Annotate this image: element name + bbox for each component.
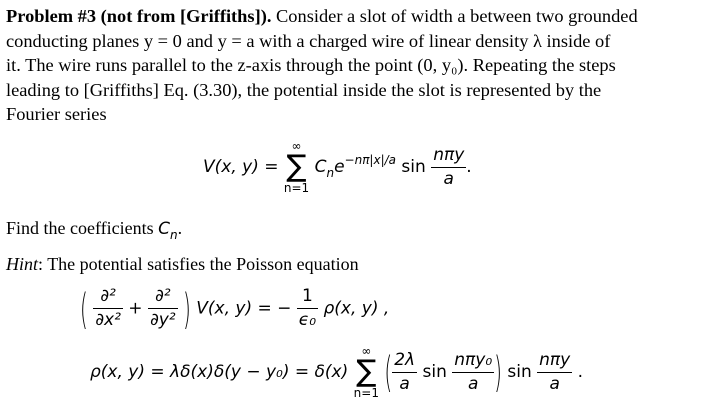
eq1-sum-symbol: ∑ bbox=[286, 149, 307, 184]
eq3-sum-lower: n=1 bbox=[353, 386, 379, 400]
eq1-sum-lower: n=1 bbox=[283, 181, 310, 195]
charge-density-equation bbox=[90, 345, 583, 399]
eq3-frac3-den: a bbox=[549, 373, 560, 394]
eq1-sum-upper: ∞ bbox=[291, 139, 302, 153]
problem-line-3: it. The wire runs parallel to the z-axis through the point (0, y₀). Repeating the steps bbox=[6, 55, 616, 75]
eq2-den-1: ∂x² bbox=[95, 310, 121, 330]
eq3-sum-symbol: ∑ bbox=[356, 354, 377, 389]
eq3-end: . bbox=[577, 362, 584, 382]
eq2-num-2: ∂² bbox=[148, 288, 178, 309]
eq3-frac1-den: a bbox=[399, 373, 410, 394]
find-var-sub: n bbox=[170, 228, 178, 242]
eq1-exp-power: −nπ|x|/a bbox=[344, 153, 397, 167]
eq1-coef: C bbox=[314, 157, 327, 177]
hint-text: : The potential satisfies the Poisson equation bbox=[38, 254, 359, 274]
eq3-frac1-num: 2λ bbox=[392, 352, 417, 373]
eq2-frac-num: 1 bbox=[297, 288, 318, 309]
eq3-sum-upper: ∞ bbox=[361, 344, 372, 358]
eq1-lhs: V(x, y) = bbox=[203, 157, 279, 177]
eq2-num-1: ∂² bbox=[93, 288, 123, 309]
eq1-frac-num: nπy bbox=[431, 147, 466, 168]
eq1-end: . bbox=[466, 157, 472, 177]
problem-line-1 bbox=[6, 4, 700, 29]
problem-statement bbox=[6, 4, 700, 127]
eq2-frac-den: ϵ₀ bbox=[298, 310, 317, 330]
eq1-sin: sin bbox=[401, 157, 426, 177]
eq1-exp-base: e bbox=[334, 157, 345, 177]
poisson-equation bbox=[80, 283, 390, 334]
eq2-v: V(x, y) = − bbox=[196, 298, 292, 319]
problem-line-4: leading to [Griffiths] Eq. (3.30), the potential inside the slot is represented by the bbox=[6, 79, 602, 100]
find-text: Find the coefficients bbox=[6, 218, 159, 238]
problem-heading: Problem #3 (not from [Griffiths]). bbox=[6, 6, 272, 26]
eq3-frac-2 bbox=[452, 349, 494, 394]
problem-line-1-rest: Consider a slot of width a between two grounded bbox=[276, 6, 638, 26]
eq1-frac-den: a bbox=[443, 168, 454, 189]
eq3-frac3-num: nπy bbox=[537, 352, 572, 373]
find-coefficients bbox=[6, 216, 182, 247]
eq3-lhs: ρ(x, y) = λδ(x)δ(y − y₀) = δ(x) bbox=[90, 362, 349, 382]
eq3-sin-2: sin bbox=[507, 362, 532, 382]
eq2-frac-3 bbox=[297, 288, 318, 329]
problem-line-5: Fourier series bbox=[6, 104, 107, 124]
eq1-coef-sub: n bbox=[326, 166, 335, 180]
fourier-series-equation bbox=[203, 140, 472, 194]
eq3-frac2-den: a bbox=[467, 373, 479, 394]
eq1-fraction bbox=[431, 144, 466, 189]
eq3-summation bbox=[354, 345, 379, 399]
eq2-left-paren: ( bbox=[80, 283, 88, 334]
problem-line-2: conducting planes y = 0 and y = a with a charged wire of linear density λ inside of bbox=[6, 30, 611, 51]
eq3-frac-3 bbox=[537, 349, 572, 394]
find-end: . bbox=[177, 218, 183, 238]
find-var: C bbox=[158, 219, 171, 239]
eq2-frac-1 bbox=[93, 288, 123, 329]
eq3-sin-1: sin bbox=[422, 362, 447, 382]
eq3-right-paren: ) bbox=[494, 346, 502, 398]
eq2-right-paren: ) bbox=[183, 283, 191, 334]
eq2-plus: + bbox=[128, 298, 143, 319]
eq2-den-2: ∂y² bbox=[149, 310, 176, 330]
eq3-left-paren: ( bbox=[384, 346, 393, 398]
eq3-frac-1 bbox=[392, 349, 417, 394]
eq2-rho: ρ(x, y) , bbox=[323, 298, 390, 319]
eq2-frac-2 bbox=[148, 288, 178, 329]
eq3-frac2-num: nπy₀ bbox=[452, 352, 494, 373]
eq1-summation bbox=[284, 140, 309, 194]
hint bbox=[6, 252, 359, 276]
hint-label: Hint bbox=[6, 254, 39, 274]
